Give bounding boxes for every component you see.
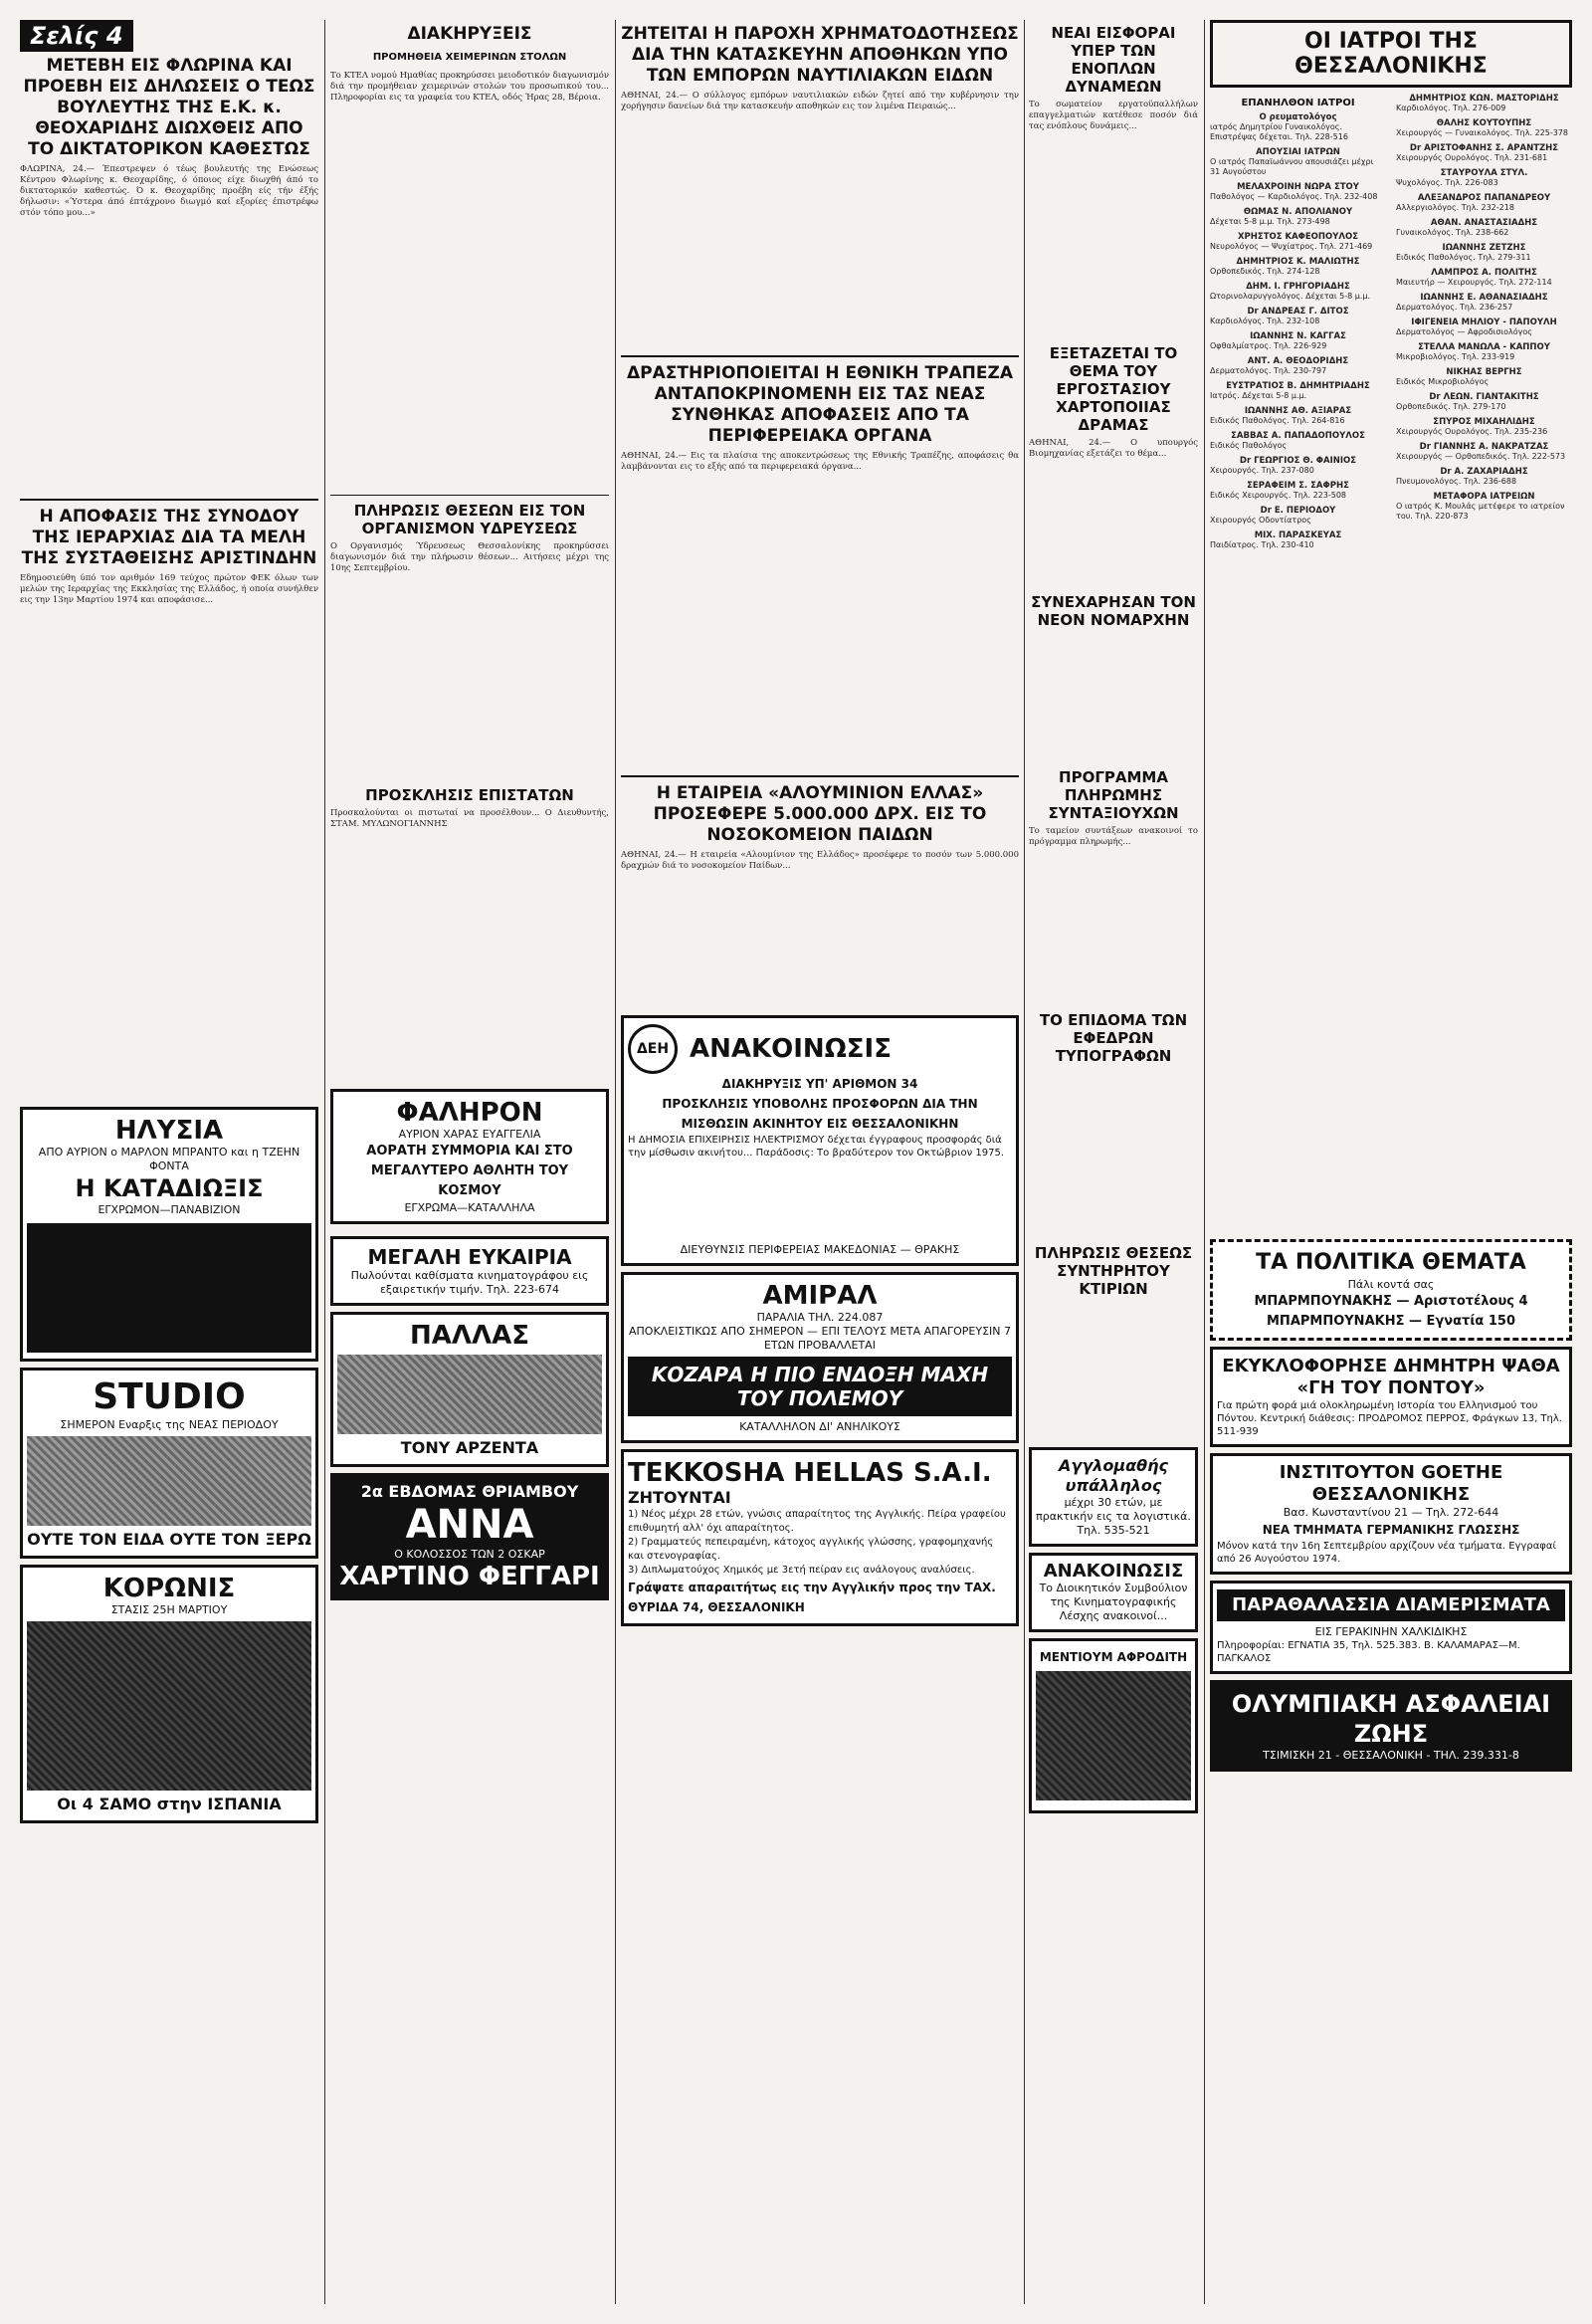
ad-politika-sub: Πάλι κοντά σας (1347, 1278, 1435, 1291)
doctor-entry (1210, 232, 1386, 252)
headline-contributions: ΝΕΑΙ ΕΙΣΦΟΡΑΙ ΥΠΕΡ ΤΩΝ ΕΝΟΠΛΩΝ ΔΥΝΑΜΕΩΝ (1051, 24, 1176, 96)
doctor-entry (1396, 367, 1572, 387)
headline-aluminium: Η ΕΤΑΙΡΕΙΑ «ΑΛΟΥΜΙΝΙΟΝ ΕΛΛΑΣ» ΠΡΟΣΕΦΕΡΕ 5.000.000 ΔΡΧ. ΕΙΣ ΤΟ ΝΟΣΟΚΟΜΕΙΟΝ ΠΑΙΔΩΝ (653, 783, 987, 845)
doctor-entry (1210, 381, 1386, 401)
ad-faliro (330, 1089, 609, 1224)
article-maintenance (1029, 1302, 1198, 1441)
ad-goethe-body: Μόνον κατά την 16η Σεπτεμβρίου αρχίζουν νέα τμήματα. Εγγραφαί από 26 Αυγούστου 1974. (1217, 1541, 1556, 1565)
ad-ilysia-title: ΗΛΥΣΙΑ (114, 1116, 224, 1146)
doctor-details: Χειρουργός — Ορθοπεδικός. Τηλ. 222-573 (1396, 452, 1566, 461)
ad-clerk-title: Αγγλομαθής υπάλληλος (1059, 1456, 1168, 1495)
ad-anna-title: ΑΝΝΑ (405, 1502, 534, 1548)
doctor-entry (1210, 356, 1386, 376)
doctor-details: Ορθοπεδικός. Τηλ. 279-170 (1396, 402, 1506, 411)
doctor-details: Χειρουργός — Γυναικολόγος. Τηλ. 225-378 (1396, 128, 1568, 137)
ad-tekkosha-foot: Γράψατε απαραιτήτως εις την Αγγλικήν προς την ΤΑΧ. ΘΥΡΙΔΑ 74, ΘΕΣΣΑΛΟΝΙΚΗ (628, 1581, 996, 1614)
doctor-name: ΣΕΡΑΦΕΙΜ Σ. ΣΑΦΡΗΣ (1247, 481, 1349, 491)
ad-megali-title: ΜΕΓΑΛΗ ΕΥΚΑΙΡΙΑ (367, 1245, 572, 1269)
ad-studio-line: ΣΗΜΕΡΟΝ Εναρξις της ΝΕΑΣ ΠΕΡΙΟΔΟΥ (60, 1418, 279, 1431)
doctor-details: Ειδικός Παθολόγος. Τηλ. 279-311 (1396, 253, 1531, 262)
headline-tenders: ΔΙΑΚΗΡΥΞΕΙΣ (407, 24, 532, 44)
article-florina: ΦΛΩΡΙΝΑ, 24.— Έπεστρεψεν ό τέως βουλευτής της Ενώσεως Κέντρου Φλωρίνης κ. Θεοχαρίδης, ό όποιος είχε διωχθή άπό το δικτατορικόν καθεστώς. Ό κ. Θεοχαρίδης προέβη είς τήν έξής δήλωσιν: «Ύστερα άπό έπτάχρονο διωγμό καί εξορίες έπιστρέφω στόν τόπο μου...» (20, 164, 318, 218)
doctor-name: Dr Ε. ΠΕΡΙΟΔΟΥ (1260, 506, 1336, 516)
doctor-name: ΙΩΑΝΝΗΣ Ν. ΚΑΓΓΑΣ (1250, 331, 1346, 341)
article-typographers (1029, 1069, 1198, 1238)
article-national-bank: ΑΘΗΝΑΙ, 24.— Εις τα πλαίσια της αποκεντρώσεως της Εθνικής Τραπέζης, αποφάσεις θα λαμβάνονται εις το εξής από τα περιφερειακά όργανα... (621, 451, 1019, 472)
doctor-name: ΑΘΑΝ. ΑΝΑΣΤΑΣΙΑΔΗΣ (1430, 218, 1538, 228)
doctor-name: ΑΝΤ. Α. ΘΕΟΔΟΡΙΔΗΣ (1247, 356, 1349, 366)
doctor-entry (1210, 506, 1386, 526)
ad-olympiaki (1210, 1680, 1572, 1772)
article-contributions: Το σωματείον εργατοϋπαλλήλων επαγγελματιών κατέθεσε ποσόν διά τας ενόπλους δυνάμεις... (1029, 100, 1198, 131)
ad-politika (1210, 1239, 1572, 1341)
article-tenders: Το ΚΤΕΛ νομού Ημαθίας προκηρύσσει μειοδοτικόν διαγωνισμόν διά την προμήθειαν χειμερινών στολών του προσωπικού του... Πληροφορίαι εις τα γραφεία του ΚΤΕΛ, οδός Ήρας 28, Βέροια. (330, 71, 609, 103)
page-masthead: Σελίς 4 (20, 20, 133, 52)
headline-maintenance: ΠΛΗΡΩΣΙΣ ΘΕΣΕΩΣ ΣΥΝΤΗΡΗΤΟΥ ΚΤΙΡΙΩΝ (1034, 1244, 1193, 1298)
ad-tekkosha (621, 1449, 1019, 1626)
ad-anna-film: ΧΑΡΤΙΝΟ ΦΕΓΓΑΡΙ (339, 1562, 600, 1591)
column-4 (1029, 20, 1198, 1819)
doctor-name: Dr Α. ΖΑΧΑΡΙΑΔΗΣ (1440, 467, 1528, 477)
doctor-entry (1396, 442, 1572, 462)
doctor-entry (1210, 331, 1386, 351)
ad-medium-image (1036, 1671, 1191, 1800)
ad-koronis-image (27, 1621, 311, 1791)
doctor-details: Ορθοπεδικός. Τηλ. 274-128 (1210, 267, 1320, 276)
ad-announcement (1029, 1553, 1198, 1632)
ad-tekkosha-item: 1) Νέος μέχρι 28 ετών, γνώσις απαραίτητος της Αγγλικής. Πείρα γραφείου επιθυμητή αλλ' όχι απαραίτητος. (628, 1509, 1006, 1534)
doctor-entry (1396, 268, 1572, 288)
divider (621, 355, 1019, 357)
column-2 (330, 20, 609, 1606)
doctor-entry (1210, 530, 1386, 550)
headline-warehouses: ΖΗΤΕΙΤΑΙ Η ΠΑΡΟΧΗ ΧΡΗΜΑΤΟΔΟΤΗΣΕΩΣ ΔΙΑ ΤΗΝ ΚΑΤΑΣΚΕΥΗΝ ΑΠΟΘΗΚΩΝ ΥΠΟ ΤΩΝ ΕΜΠΟΡΩΝ ΝΑΥΤΙΛΙΑΚΩΝ ΕΙΔΩΝ (621, 24, 1019, 86)
headline-typographers: ΤΟ ΕΠΙΔΟΜΑ ΤΩΝ ΕΦΕΔΡΩΝ ΤΥΠΟΓΡΑΦΩΝ (1039, 1011, 1188, 1065)
column-rule (1204, 20, 1205, 2304)
doctor-details: Δερματολόγος. Τηλ. 230-797 (1210, 366, 1327, 375)
ad-amiral-film: ΚΟΖΑΡΑ Η ΠΙΟ ΕΝΔΟΞΗ ΜΑΧΗ ΤΟΥ ΠΟΛΕΜΟΥ (651, 1363, 989, 1410)
doctors-heading: ΟΙ ΙΑΤΡΟΙ ΤΗΣ ΘΕΣΣΑΛΟΝΙΚΗΣ (1210, 20, 1572, 88)
ad-studio-image (27, 1436, 311, 1526)
ad-deh-sub2: ΠΡΟΣΚΛΗΣΙΣ ΥΠΟΒΟΛΗΣ ΠΡΟΣΦΟΡΩΝ ΔΙΑ ΤΗΝ ΜΙΣΘΩΣΙΝ ΑΚΙΝΗΤΟΥ ΕΙΣ ΘΕΣΣΑΛΟΝΙΚΗΝ (662, 1097, 978, 1131)
ad-paralia (1210, 1581, 1572, 1674)
article-nomarch (1029, 633, 1198, 762)
ad-amiral (621, 1272, 1019, 1443)
divider (20, 499, 318, 501)
doctor-name: ΘΑΛΗΣ ΚΟΥΤΟΥΠΗΣ (1436, 118, 1532, 128)
ad-goethe-sub: ΝΕΑ ΤΜΗΜΑΤΑ ΓΕΡΜΑΝΙΚΗΣ ΓΛΩΣΣΗΣ (1262, 1523, 1520, 1537)
ad-faliro-film: ΑΟΡΑΤΗ ΣΥΜΜΟΡΙΑ ΚΑΙ ΣΤΟ ΜΕΓΑΛΥΤΕΡΟ ΑΘΛΗΤΗ ΤΟΥ ΚΟΣΜΟΥ (366, 1144, 573, 1198)
doctor-name: ΔΗΜ. Ι. ΓΡΗΓΟΡΙΑΔΗΣ (1246, 282, 1350, 292)
doctor-details: Πνευμονολόγος. Τηλ. 236-688 (1396, 477, 1517, 486)
ad-anna-week: 2α ΕΒΔΟΜΑΣ ΘΡΙΑΜΒΟΥ (360, 1482, 579, 1501)
column-1 (20, 20, 318, 1829)
ad-clerk-body: μέχρι 30 ετών, με πρακτικήν εις τα λογιστικά. Τηλ. 535-521 (1036, 1496, 1191, 1537)
ad-tekkosha-title: TEKKOSHA HELLAS S.A.I. (628, 1458, 992, 1488)
doctor-name: Dr ΑΝΔΡΕΑΣ Γ. ΔΙΤΟΣ (1247, 307, 1349, 317)
doctor-entry (1210, 257, 1386, 277)
doctor-name: ΣΤΕΛΛΑ ΜΑΝΩΛΑ - ΚΑΠΠΟΥ (1418, 342, 1550, 352)
doctor-name: ΜΕΤΑΦΟΡΑ ΙΑΤΡΕΙΩΝ (1433, 492, 1535, 502)
headline-paper-mill: ΕΞΕΤΑΖΕΤΑΙ ΤΟ ΘΕΜΑ ΤΟΥ ΕΡΓΟΣΤΑΣΙΟΥ ΧΑΡΤΟΠΟΙΙΑΣ ΔΡΑΜΑΣ (1049, 344, 1178, 434)
doctors-left-sub: ΕΠΑΝΗΛΘΟΝ ΙΑΤΡΟΙ (1241, 98, 1355, 108)
ad-ilysia-line: ΑΠΟ ΑΥΡΙΟΝ ο ΜΑΡΛΟΝ ΜΠΡΑΝΤΟ και η ΤΖΕΗΝ ΦΟΝΤΑ (38, 1146, 300, 1172)
ad-paralia-title-box (1217, 1589, 1565, 1621)
doctor-details: ιατρός Δημητρίου Γυναικολόγος. Επιστρέψας δέχεται. Τηλ. 228-516 (1210, 122, 1348, 141)
divider (621, 775, 1019, 777)
ad-medium (1029, 1638, 1198, 1813)
doctor-name: ΛΑΜΠΡΟΣ Α. ΠΟΛΙΤΗΣ (1431, 268, 1537, 278)
doctor-details: Οφθαλμίατρος. Τηλ. 226-929 (1210, 341, 1327, 350)
doctor-details: Ειδικός Παθολόγος (1210, 441, 1288, 450)
doctor-name: ΜΕΛΑΧΡΟΙΝΗ ΝΩΡΑ ΣΤΟΥ (1237, 182, 1359, 192)
ad-tekkosha-sub: ΖΗΤΟΥΝΤΑΙ (628, 1488, 731, 1507)
doctor-name: ΙΩΑΝΝΗΣ Ε. ΑΘΑΝΑΣΙΑΔΗΣ (1420, 293, 1548, 303)
doctor-details: Χειρουργός Ουρολόγος. Τηλ. 235-236 (1396, 427, 1548, 436)
article-vacancy: Ο Οργανισμός Ύδρευσεως Θεσσαλονίκης προκηρύσσει διαγωνισμόν διά την πλήρωσιν θέσεων... Αιτήσεις μέχρι της 10ης Σεπτεμβρίου. (330, 541, 609, 573)
article-paper-mill: ΑΘΗΝΑΙ, 24.— Ο υπουργός Βιομηχανίας εξετάζει το θέμα... (1029, 438, 1198, 459)
deh-logo-icon: ΔΕΗ (628, 1024, 678, 1074)
ad-koronis-film: Οι 4 ΣΑΜΟ στην ΙΣΠΑΝΙΑ (57, 1795, 282, 1813)
doctor-details: Δερματολόγος. Τηλ. 236-257 (1396, 303, 1513, 312)
doctor-details: Χειρουργός Οδοντίατρος (1210, 516, 1311, 525)
ad-deh-sub: ΔΙΑΚΗΡΥΞΙΣ ΥΠ' ΑΡΙΘΜΟΝ 34 (721, 1077, 918, 1091)
doctor-entry (1210, 207, 1386, 227)
ad-studio-foot: ΟΥΤΕ ΤΟΝ ΕΙΔΑ ΟΥΤΕ ΤΟΝ ΞΕΡΩ (27, 1530, 311, 1549)
doctor-entry (1396, 417, 1572, 437)
ad-politika-row: ΜΠΑΡΜΠΟΥΝΑΚΗΣ — Αριστοτέλους 4 (1254, 1294, 1528, 1309)
doctor-entry (1396, 392, 1572, 412)
doctor-name: ΧΡΗΣΤΟΣ ΚΑΦΕΟΠΟΥΛΟΣ (1237, 232, 1359, 242)
ad-faliro-sub: ΑΥΡΙΟΝ ΧΑΡΑΣ ΕΥΑΓΓΕΛΙΑ (398, 1128, 541, 1141)
column-rule (1024, 20, 1025, 2304)
ad-faliro-title: ΦΑΛΗΡΟΝ (396, 1098, 543, 1128)
ad-anna (330, 1473, 609, 1600)
ad-deh-head: ΑΝΑΚΟΙΝΩΣΙΣ (690, 1034, 892, 1064)
ad-pallas-image (337, 1355, 602, 1434)
ad-pallas (330, 1312, 609, 1467)
ad-clerk (1029, 1447, 1198, 1547)
doctors-directory (1210, 94, 1572, 1233)
doctor-entry (1396, 193, 1572, 213)
headline-national-bank: ΔΡΑΣΤΗΡΙΟΠΟΙΕΙΤΑΙ Η ΕΘΝΙΚΗ ΤΡΑΠΕΖΑ ΑΝΤΑΠΟΚΡΙΝΟΜΕΝΗ ΕΙΣ ΤΑΣ ΝΕΑΣ ΣΥΝΘΗΚΑΣ ΑΠΟΦΑΣΕΙΣ ΑΠΟ ΤΑ ΠΕΡΙΦΕΡΕΙΑΚΑ ΟΡΓΑΝΑ (626, 363, 1013, 446)
doctor-details: Αλλεργιολόγος. Τηλ. 232-218 (1396, 203, 1514, 212)
column-rule (324, 20, 325, 2304)
ad-ilysia (20, 1107, 318, 1362)
doctor-entry (1210, 112, 1386, 142)
ad-goethe (1210, 1453, 1572, 1575)
doctor-name: Dr ΛΕΩΝ. ΓΙΑΝΤΑΚΙΤΗΣ (1429, 392, 1539, 402)
ad-faliro-foot: ΕΓΧΡΩΜΑ—ΚΑΤΑΛΛΗΛΑ (404, 1201, 535, 1214)
headline-synod: Η ΑΠΟΦΑΣΙΣ ΤΗΣ ΣΥΝΟΔΟΥ ΤΗΣ ΙΕΡΑΡΧΙΑΣ ΔΙΑ ΤΑ ΜΕΛΗ ΤΗΣ ΣΥΣΤΑΘΕΙΣΗΣ ΑΡΙΣΤΙΝΔΗΝ (21, 507, 317, 568)
headline-invite: ΠΡΟΣΚΛΗΣΙΣ ΕΠΙΣΤΑΤΩΝ (365, 786, 574, 804)
ad-studio (20, 1368, 318, 1559)
article-synod: Εδημοσιεύθη ύπό τον αριθμόν 169 τεύχος πρώτον ΦΕΚ όλων των μελών της Ιεραρχίας της Εκκλησίας της Ελλάδος, ή οποία συνήλθεν εις την 13ην Μαρτίου 1974 και αποφάσισε... (20, 573, 318, 605)
ad-olympiaki-title: ΟΛΥΜΠΙΑΚΗ ΑΣΦΑΛΕΙΑΙ ΖΩΗΣ (1231, 1690, 1551, 1748)
doctor-details: Νευρολόγος — Ψυχίατρος. Τηλ. 271-469 (1210, 242, 1373, 251)
ad-book-body: Για πρώτη φορά μιά ολοκληρωμένη Ιστορία του Ελληνισμού του Πόντου. Κεντρική διάθεσις: ΠΡΟΔΡΟΜΟΣ ΠΕΡΡΟΣ, Φράγκων 13, Τηλ. 511-939 (1217, 1400, 1562, 1437)
ad-pallas-film: ΤΟΝΥ ΑΡΖΕΝΤΑ (400, 1438, 539, 1457)
ad-medium-title: ΜΕΝΤΙΟΥΜ ΑΦΡΟΔΙΤΗ (1039, 1650, 1188, 1664)
ad-book-title: ΕΚΥΚΛΟΦΟΡΗΣΕ ΔΗΜΗΤΡΗ ΨΑΘΑ «ΓΗ ΤΟΥ ΠΟΝΤΟΥ» (1222, 1356, 1560, 1398)
ad-amiral-film-box (628, 1357, 1012, 1416)
doctor-name: ΑΠΟΥΣΙΑΙ ΙΑΤΡΩΝ (1256, 147, 1340, 157)
ad-politika-title: ΤΑ ΠΟΛΙΤΙΚΑ ΘΕΜΑΤΑ (1256, 1250, 1526, 1275)
doctor-entry (1396, 342, 1572, 362)
doctor-name: ΔΗΜΗΤΡΙΟΣ Κ. ΜΑΛΙΩΤΗΣ (1236, 257, 1360, 267)
ad-deh-foot: ΔΙΕΥΘΥΝΣΙΣ ΠΕΡΙΦΕΡΕΙΑΣ ΜΑΚΕΔΟΝΙΑΣ — ΘΡΑΚΗΣ (680, 1243, 960, 1256)
doctor-details: Ειδικός Χειρουργός. Τηλ. 223-508 (1210, 491, 1347, 500)
ad-koronis (20, 1565, 318, 1823)
doctor-details: Δέχεται 5-8 μ.μ. Τηλ. 273-498 (1210, 217, 1330, 226)
ad-paralia-sub: ΕΙΣ ΓΕΡΑΚΙΝΗΝ ΧΑΛΚΙΔΙΚΗΣ (1314, 1625, 1468, 1638)
doctor-entry (1210, 431, 1386, 451)
doctor-entry (1396, 168, 1572, 188)
headline-pensions: ΠΡΟΓΡΑΜΜΑ ΠΛΗΡΩΜΗΣ ΣΥΝΤΑΞΙΟΥΧΩΝ (1048, 768, 1179, 822)
doctor-details: Παιδίατρος. Τηλ. 230-410 (1210, 540, 1314, 549)
doctor-entry (1396, 218, 1572, 238)
doctor-name: ΑΛΕΞΑΝΔΡΟΣ ΠΑΠΑΝΔΡΕΟΥ (1417, 193, 1551, 203)
doctor-entry (1396, 243, 1572, 263)
doctor-entry (1396, 143, 1572, 163)
ad-goethe-addr: Βασ. Κωνσταντίνου 21 — Τηλ. 272-644 (1283, 1506, 1499, 1519)
doctor-name: ΙΦΙΓΕΝΕΙΑ ΜΗΛΙΟΥ - ΠΑΠΟΥΛΗ (1411, 317, 1557, 327)
doctor-details: Ο ιατρός Κ. Μουλάς μετέφερε το ιατρείον του. Τηλ. 220-873 (1396, 502, 1565, 521)
ad-pallas-title: ΠΑΛΛΑΣ (409, 1321, 529, 1351)
doctor-entry (1396, 492, 1572, 522)
ad-tekkosha-item: 3) Διπλωματούχος Χημικός με 3ετή πείραν εις ανάλογους αναλύσεις. (628, 1565, 975, 1576)
column-rule (615, 20, 616, 2304)
newspaper-page (20, 20, 1572, 2304)
ad-megali-body: Πωλούνται καθίσματα κινηματογράφου εις εξαιρετικήν τιμήν. Τηλ. 223-674 (350, 1269, 589, 1296)
ad-paralia-title: ΠΑΡΑΘΑΛΑΣΣΙΑ ΔΙΑΜΕΡΙΣΜΑΤΑ (1232, 1594, 1550, 1615)
article-invite: Προσκαλούνται οι πιστωταί να προσέλθουν... Ο Διευθυντής, ΣΤΑΜ. ΜΥΛΩΝΟΓΙΑΝΝΗΣ (330, 808, 609, 829)
ad-goethe-title: ΙΝΣΤΙΤΟΥΤΟΝ GOETHE ΘΕΣΣΑΛΟΝΙΚΗΣ (1279, 1462, 1503, 1505)
doctor-entry (1396, 293, 1572, 313)
ad-deh-body: Η ΔΗΜΟΣΙΑ ΕΠΙΧΕΙΡΗΣΙΣ ΗΛΕΚΤΡΙΣΜΟΥ δέχεται έγγραφους προσφοράς διά την μίσθωσιν ακινήτου... Παράδοσις: Το βραδύτερον τον Οκτώβριον 1975. (628, 1135, 1005, 1159)
ad-tekkosha-item: 2) Γραμματεύς πεπειραμένη, κάτοχος αγγλικής γλώσσης, γραφομηχανής και στενογραφίας. (628, 1537, 994, 1562)
ad-anna-sub: Ο ΚΟΛΟΣΣΟΣ ΤΩΝ 2 ΟΣΚΑΡ (394, 1548, 545, 1561)
ad-ilysia-film: Η ΚΑΤΑΔΙΩΞΙΣ (75, 1174, 264, 1202)
doctor-name: ΙΩΑΝΝΗΣ ΖΕΤΖΗΣ (1442, 243, 1526, 253)
ad-announcement-title: ΑΝΑΚΟΙΝΩΣΙΣ (1043, 1561, 1184, 1582)
ad-ilysia-sub: ΕΓΧΡΩΜΟΝ—ΠΑΝΑΒΙΖΙΟΝ (98, 1203, 241, 1216)
doctors-right-column (1396, 94, 1572, 1233)
doctor-name: ΣΤΑΥΡΟΥΛΑ ΣΤΥΛ. (1440, 168, 1528, 178)
doctors-left-column (1210, 94, 1386, 1233)
ad-amiral-tel: ΠΑΡΑΛΙΑ ΤΗΛ. 224.087 (756, 1311, 884, 1324)
ad-amiral-foot: ΚΑΤΑΛΛΗΛΟΝ ΔΙ' ΑΝΗΛΙΚΟΥΣ (739, 1420, 900, 1433)
doctor-name: ΣΑΒΒΑΣ Α. ΠΑΠΑΔΟΠΟΥΛΟΣ (1231, 431, 1365, 441)
doctor-entry (1396, 118, 1572, 138)
doctor-details: Ωτορινολαρυγγολόγος. Δέχεται 5-8 μ.μ. (1210, 292, 1371, 301)
doctor-entry (1210, 282, 1386, 302)
ad-paralia-body: Πληροφορίαι: ΕΓΝΑΤΙΑ 35, Τηλ. 525.383. Β. ΚΑΛΑΜΑΡΑΣ—Μ. ΠΑΓΚΑΛΟΣ (1217, 1640, 1520, 1664)
doctor-details: Χειρουργός Ουρολόγος. Τηλ. 231-681 (1396, 153, 1548, 162)
ad-koronis-sub: ΣΤΑΣΙΣ 25Η ΜΑΡΤΙΟΥ (110, 1603, 228, 1616)
doctor-name: Ο ρευματολόγος (1259, 112, 1337, 122)
doctor-name: ΝΙΚΗΑΣ ΒΕΡΓΗΣ (1446, 367, 1522, 377)
doctor-name: ΣΠΥΡΟΣ ΜΙΧΑΗΛΙΔΗΣ (1433, 417, 1535, 427)
ad-olympiaki-foot: ΤΣΙΜΙΣΚΗ 21 - ΘΕΣΣΑΛΟΝΙΚΗ - ΤΗΛ. 239.331-8 (1263, 1749, 1519, 1762)
ad-book (1210, 1347, 1572, 1447)
doctor-entry (1396, 94, 1572, 113)
article-aluminium: ΑΘΗΝΑΙ, 24.— Η εταιρεία «Αλουμίνιον της Ελλάδος» προσέφερε το ποσόν των 5.000.000 δραχμών διά το νοσοκομείον Παίδων... (621, 850, 1019, 871)
doctor-details: Ιατρός. Δέχεται 5-8 μ.μ. (1210, 391, 1307, 400)
article-warehouses: ΑΘΗΝΑΙ, 24.— Ο σύλλογος εμπόρων ναυτιλιακών ειδών ζητεί από την κυβέρνησιν την χορήγησιν δανείων διά την κατασκευήν αποθηκών εις τον λιμένα Πειραιώς... (621, 91, 1019, 111)
ad-amiral-title: ΑΜΙΡΑΛ (762, 1281, 878, 1311)
doctor-name: ΔΗΜΗΤΡΙΟΣ ΚΩΝ. ΜΑΣΤΟΡΙΔΗΣ (1409, 94, 1559, 104)
doctor-details: Παθολόγος — Καρδιολόγος. Τηλ. 232-408 (1210, 192, 1378, 201)
doctor-entry (1210, 182, 1386, 202)
doctor-details: Ειδικός Μικροβιολόγος (1396, 377, 1490, 386)
column-5 (1210, 20, 1572, 1778)
doctor-entry (1396, 467, 1572, 487)
doctor-details: Ψυχολόγος. Τηλ. 226-083 (1396, 178, 1498, 187)
doctor-entry (1210, 481, 1386, 501)
column-3 (621, 20, 1019, 1632)
ad-politika-row: ΜΠΑΡΜΠΟΥΝΑΚΗΣ — Εγνατία 150 (1267, 1314, 1515, 1329)
headline-vacancy: ΠΛΗΡΩΣΙΣ ΘΕΣΕΩΝ ΕΙΣ ΤΟΝ ΟΡΓΑΝΙΣΜΟΝ ΥΔΡΕΥΣΕΩΣ (353, 502, 586, 537)
ad-ilysia-blurb (27, 1223, 311, 1353)
ad-studio-title: STUDIO (93, 1376, 246, 1417)
article-pensions: Το ταμείον συντάξεων ανακοινοί το πρόγραμμα πληρωμής... (1029, 826, 1198, 847)
doctor-details: Γυναικολόγος. Τηλ. 238-662 (1396, 228, 1509, 237)
divider (330, 495, 609, 496)
tenders-sub: ΠΡΟΜΗΘΕΙΑ ΧΕΙΜΕΡΙΝΩΝ ΣΤΟΛΩΝ (372, 52, 567, 63)
doctor-name: ΕΥΣΤΡΑΤΙΟΣ Β. ΔΗΜΗΤΡΙΑΔΗΣ (1226, 381, 1370, 391)
doctor-details: Δερματολόγος — Αφροδισιολόγος (1396, 327, 1532, 336)
doctor-entry (1396, 317, 1572, 337)
doctor-name: Dr ΓΕΩΡΓΙΟΣ Θ. ΦΑΙΝΙΟΣ (1239, 456, 1357, 466)
doctor-details: Μαιευτήρ — Χειρουργός. Τηλ. 272-114 (1396, 278, 1552, 287)
headline-nomarch: ΣΥΝΕΧΑΡΗΣΑΝ ΤΟΝ ΝΕΟΝ ΝΟΜΑΡΧΗΝ (1031, 593, 1196, 629)
doctor-entry (1210, 456, 1386, 476)
doctor-details: Καρδιολόγος. Τηλ. 232-108 (1210, 317, 1320, 325)
ad-row (330, 1083, 609, 1230)
doctor-details: Καρδιολόγος. Τηλ. 276-009 (1396, 104, 1506, 112)
doctor-name: Dr ΑΡΙΣΤΟΦΑΝΗΣ Σ. ΑΡΑΝΤΖΗΣ (1409, 143, 1559, 153)
doctor-entry (1210, 307, 1386, 326)
doctor-details: Ειδικός Παθολόγος. Τηλ. 264-816 (1210, 416, 1345, 425)
ad-amiral-sub: ΑΠΟΚΛΕΙΣΤΙΚΩΣ ΑΠΟ ΣΗΜΕΡΟΝ — ΕΠΙ ΤΕΛΟΥΣ ΜΕΤΑ ΑΠΑΓΟΡΕΥΣΙΝ 7 ΕΤΩΝ ΠΡΟΒΑΛΛΕΤΑΙ (629, 1325, 1011, 1352)
ad-koronis-title: ΚΟΡΩΝΙΣ (102, 1574, 236, 1603)
doctor-name: ΙΩΑΝΝΗΣ ΑΘ. ΑΞΙΑΡΑΣ (1244, 406, 1352, 416)
ad-deh (621, 1015, 1019, 1266)
doctor-name: ΜΙΧ. ΠΑΡΑΣΚΕΥΑΣ (1254, 530, 1342, 540)
doctor-entry (1210, 147, 1386, 177)
doctor-name: ΘΩΜΑΣ Ν. ΑΠΟΛΙΑΝΟΥ (1243, 207, 1353, 217)
doctor-details: Μικροβιολόγος. Τηλ. 233-919 (1396, 352, 1515, 361)
doctor-details: Ο ιατρός Παπαϊωάννου απουσιάζει μέχρι 31 Αυγούστου (1210, 157, 1374, 176)
ad-megali (330, 1236, 609, 1306)
doctor-details: Χειρουργός. Τηλ. 237-080 (1210, 466, 1314, 475)
doctor-name: Dr ΓΙΑΝΝΗΣ Α. ΝΑΚΡΑΤΖΑΣ (1419, 442, 1549, 452)
headline-florina: ΜΕΤΕΒΗ ΕΙΣ ΦΛΩΡΙΝΑ ΚΑΙ ΠΡΟΕΒΗ ΕΙΣ ΔΗΛΩΣΕΙΣ Ο ΤΕΩΣ ΒΟΥΛΕΥΤΗΣ ΤΗΣ Ε.Κ. κ. ΘΕΟΧΑΡΙΔΗΣ ΔΙΩΧΘΕΙΣ ΑΠΟ ΤΟ ΔΙΚΤΑΤΟΡΙΚΟΝ ΚΑΘΕΣΤΩΣ (23, 56, 315, 159)
doctor-entry (1210, 406, 1386, 426)
ad-announcement-body: Το Διοικητικόν Συμβούλιον της Κινηματογραφικής Λέσχης ανακοινοί... (1039, 1582, 1188, 1622)
